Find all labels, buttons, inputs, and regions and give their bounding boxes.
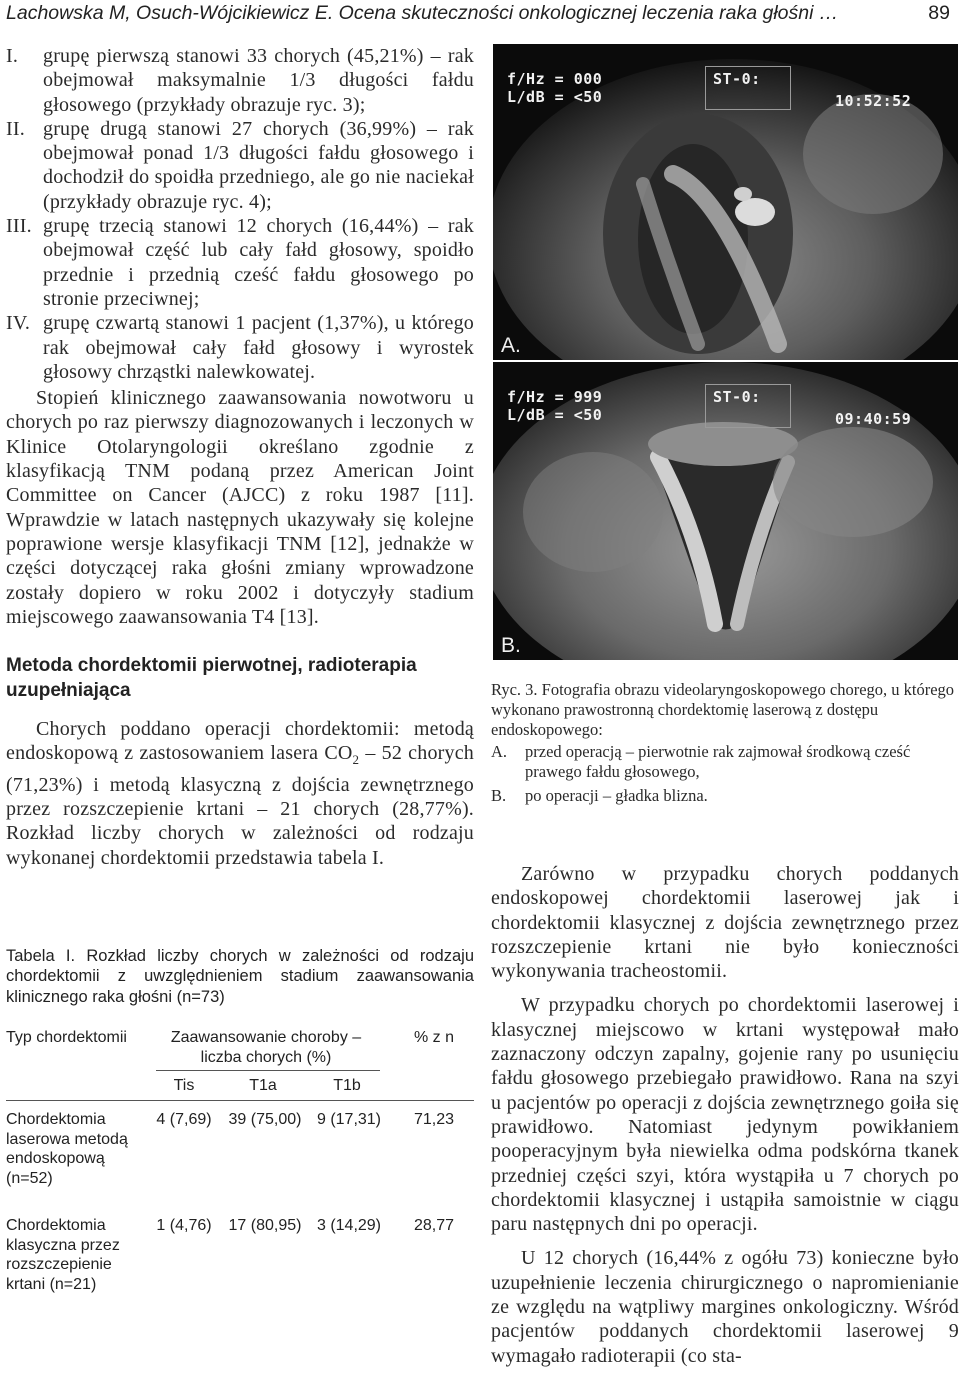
endoscopy-photo-a (493, 44, 958, 360)
paragraph: U 12 chorych (16,44% z ogółu 73) konieczne było uzupełnienie leczenia chirurgicznego o napromienianie ze względu na wątpliwy margines onkologiczny. Wśród pacjentów poddanych chordektomii laserowej 9 wymagało radioterapii (co sta- (491, 1247, 959, 1367)
paragraph: Zarówno w przypadku chorych poddanych endoskopowej chordektomii laserowej jak i chordektomii klasycznej z dojścia zewnętrznego przez rozszczepienie krtani nie było konieczności wykonywania tracheostomii. (491, 863, 959, 983)
list-text: grupę drugą stanowi 27 chorych (36,99%) – rak obejmował ponad 1/3 długości fałdu głosowego i dochodził do spoidła przedniego, ale go nie naciekał (przykłady obrazuje ryc. 4); (43, 117, 474, 213)
list-number: IV. (6, 312, 31, 335)
column-header-t1a: T1a (249, 1077, 277, 1094)
row-type: Chordektomia laserowa metodą endoskopową (n=52) (6, 1111, 128, 1187)
list-number: III. (6, 215, 32, 238)
method-text-b: – 52 chorych (71,23%) i metodą klasyczną z dojścia zewnętrznego przez rozszczepienie krtani – 21 chorych (28,77%). Rozkład liczby chorych w zależności od rodzaju wykonanej chordektomii przedstawia tabela I. (6, 742, 475, 869)
list-number: II. (6, 117, 25, 140)
osd-state: ST-0: (713, 388, 761, 406)
caption-item (491, 742, 959, 782)
caption-item-number: B. (491, 786, 507, 805)
photo-label-b: B. (501, 634, 521, 657)
column-header-percent: % z n (413, 1029, 454, 1046)
caption-item-text: przed operacją – pierwotnie rak zajmował środkową cześć prawego fałdu głosowego, (525, 742, 911, 781)
osd-right-a (713, 70, 761, 88)
caption-item (491, 786, 959, 806)
list-text: grupę czwartą stanowi 1 pacjent (1,37%), u którego rak obejmował cały fałd głosowy i wyrostek głosowy chrząstki nalewkowatej. (43, 312, 474, 383)
paragraph: W przypadku chorych po chordektomii laserowej i klasycznej miejscowo w krtani występował mało zaznaczony odczyn zapalny, gojenie rany po usunięciu fałdu głosowego przebiegało prawidłowo. Rana na szyi u pacjentów po operacji z dojścia zewnętrznego goiła się prawidłowo. Natomiast jedynym powikłaniem pooperacyjnym była niewielka odma podskórna tkanek przedniej części szyi, która wystąpiła u 7 chorych po chordektomii klasycznej i ustąpiła samoistnie w ciągu paru następnych dni po operacji. (491, 994, 959, 1236)
cell-tis: 1 (4,76) (156, 1217, 212, 1234)
row-type: Chordektomia klasyczna przez rozszczepienie krtani (n=21) (6, 1217, 120, 1293)
section-title: Metoda chordektomii pierwotnej, radioterapia uzupełniająca (6, 655, 417, 702)
list-item (6, 311, 474, 384)
column-header-t1b: T1b (333, 1077, 361, 1094)
caption-text: Ryc. 3. Fotografia obrazu videolaryngoskopowego chorego, u którego wykonano prawostronną chordektomię laserową z dostępu endoskopowego: (491, 680, 955, 739)
osd-frequency: f/Hz = 000 (507, 70, 603, 88)
column-header-tis: Tis (173, 1077, 195, 1094)
table-caption: Tabela I. Rozkład liczby chorych w zależności od rodzaju chordektomii z uwzględnieniem stadium zaawansowania klinicznego raka głośni (n=73) (6, 947, 474, 1006)
right-column-text (491, 862, 959, 1368)
cell-percent: 71,23 (413, 1111, 455, 1128)
method-paragraph (6, 717, 474, 870)
list-text: grupę pierwszą stanowi 33 chorych (45,21%) – rak obejmował maksymalnie 1/3 długości fałdu głosowego (przykłady obrazuje ryc. 3); (43, 45, 474, 116)
photo-label-a: A. (501, 334, 521, 357)
list-item (6, 117, 474, 214)
page-number: 89 (928, 2, 950, 24)
osd-time-a: 10:52:52 (835, 92, 912, 110)
header-bottom-rule (6, 1100, 474, 1101)
running-title: Lachowska M, Osuch-Wójcikiewicz E. Ocena skuteczności onkologicznej leczenia raka głośni … (6, 2, 839, 24)
method-text-a: Chorych poddano operacji chordektomii: metodą endoskopową z zastosowaniem lasera CO (6, 718, 474, 765)
endoscopy-photo-b (493, 362, 958, 660)
left-column (6, 44, 474, 870)
subscript: 2 (352, 752, 360, 768)
caption-item-number: A. (491, 742, 508, 761)
osd-state: ST-0: (713, 70, 761, 88)
osd-frequency: f/Hz = 999 (507, 388, 603, 406)
cell-tis: 4 (7,69) (156, 1111, 212, 1128)
cell-percent: 28,77 (413, 1217, 455, 1234)
column-header-type: Typ chordektomii (6, 1029, 127, 1046)
list-item (6, 214, 474, 311)
column-header-stage: Zaawansowanie choroby – liczba chorych (%) (170, 1029, 362, 1066)
osd-level: L/dB = <50 (507, 88, 603, 106)
cell-t1b: 3 (14,29) (316, 1217, 382, 1234)
cell-t1a: 17 (80,95) (228, 1217, 302, 1234)
cell-t1a: 39 (75,00) (228, 1111, 302, 1128)
caption-item-text: po operacji – gładka blizna. (525, 786, 708, 805)
running-header (6, 2, 954, 32)
cell-t1b: 9 (17,31) (316, 1111, 382, 1128)
header-rule (156, 1070, 380, 1071)
osd-right-b (713, 388, 761, 406)
staging-paragraph: Stopień klinicznego zaawansowania nowotworu u chorych po raz pierwszy diagnozowanych i leczonych w Klinice Otolaryngologii określano zgodnie z klasyfikacją TNM podaną przez American Joint Committee on Cancer (AJCC) z roku 1987 [11]. Wprawdzie w latach następnych ukazywały się kolejne poprawione wersje klasyfikacji TNM [12], jednakże w części dotyczącej raka głośni zmiany wprowadzone zostały dopiero w roku 2002 i dotyczyły stadium miejscowego zaawansowania T4 [13]. (6, 387, 474, 628)
osd-left-b (507, 388, 602, 424)
group-list (6, 44, 474, 384)
osd-left-a (507, 70, 602, 106)
list-item (6, 44, 474, 117)
osd-level: L/dB = <50 (507, 406, 603, 424)
list-text: grupę trzecią stanowi 12 chorych (16,44%) – rak obejmował część lub cały fałd głosowy, spoidło przednie i przednią cześć fałdu głosowego po stronie przeciwnej; (43, 215, 474, 310)
figure-caption (491, 680, 959, 806)
osd-time-b: 09:40:59 (835, 410, 912, 428)
list-number: I. (6, 45, 19, 67)
